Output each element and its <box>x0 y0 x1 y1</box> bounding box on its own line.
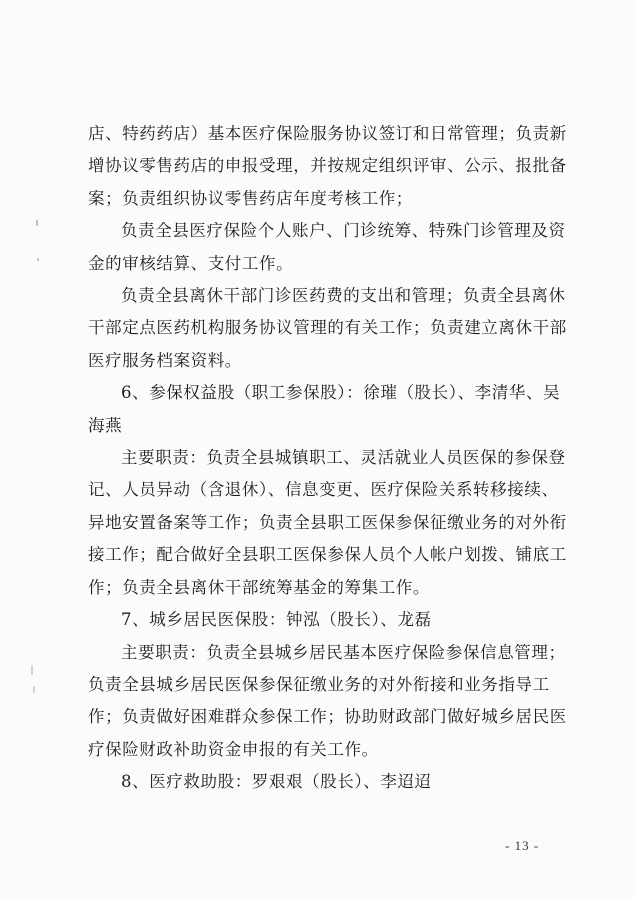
paragraph-pharmacy-agreements <box>88 118 567 215</box>
text-line: 7、城乡居民医保股：钟泓（股长）、龙磊 <box>121 610 432 630</box>
binding-hole-mark <box>33 686 35 693</box>
text-line: 作；负责做好困难群众参保工作；协助财政部门做好城乡居民医 <box>88 707 567 727</box>
text-line: 疗保险财政补助资金申报的有关工作。 <box>88 739 379 759</box>
text-line: 记、人员异动（含退休）、信息变更、医疗保险关系转移接续、 <box>88 480 559 500</box>
text-line: 干部定点医药机构服务协议管理的有关工作；负责建立离休干部 <box>88 318 567 338</box>
text-line: 6、参保权益股（职工参保股）：徐璀（股长）、李清华、吴 <box>121 383 561 403</box>
text-line: 8、医疗救助股：罗艰艰（股长）、李迢迢 <box>121 772 432 792</box>
paragraph-section-7-duties <box>88 637 567 767</box>
text-line: 医疗服务档案资料。 <box>88 350 242 370</box>
text-line: 金的审核结算、支付工作。 <box>88 253 294 273</box>
binding-hole-mark <box>31 665 33 675</box>
text-line: 负责全县城乡居民医保参保征缴业务的对外衔接和业务指导工 <box>88 674 550 694</box>
text-line: 接工作；配合做好全县职工医保参保人员个人帐户划拨、铺底工 <box>88 545 567 565</box>
binding-hole-mark <box>37 258 39 261</box>
text-line: 主要职责：负责全县城镇职工、灵活就业人员医保的参保登 <box>121 448 566 468</box>
text-line: 店、特药药店）基本医疗保险服务协议签订和日常管理；负责新 <box>88 124 567 143</box>
document-body <box>88 118 567 799</box>
text-line: 作；负责全县离休干部统筹基金的筹集工作。 <box>88 577 430 597</box>
text-line: 增协议零售药店的申报受理，并按规定组织评审、公示、报批备 <box>88 156 567 176</box>
text-line: 案；负责组织协议零售药店年度考核工作； <box>88 188 413 208</box>
text-line: 负责全县离休干部门诊医药费的支出和管理；负责全县离休 <box>121 286 566 306</box>
paragraph-section-6-duties <box>88 442 567 604</box>
paragraph-retired-cadres <box>88 280 567 377</box>
binding-hole-mark <box>36 220 38 226</box>
text-line: 异地安置备案等工作；负责全县职工医保参保征缴业务的对外衔 <box>88 512 567 532</box>
text-line: 负责全县医疗保险个人账户、门诊统筹、特殊门诊管理及资 <box>121 221 566 241</box>
paragraph-personal-accounts <box>88 215 566 280</box>
page-number: - 13 - <box>505 838 540 853</box>
text-line: 海燕 <box>88 415 123 435</box>
section-heading-6 <box>88 377 561 442</box>
section-heading-7 <box>88 604 558 636</box>
text-line: 主要职责：负责全县城乡居民基本医疗保险参保信息管理； <box>121 642 566 662</box>
section-heading-8 <box>88 766 558 798</box>
